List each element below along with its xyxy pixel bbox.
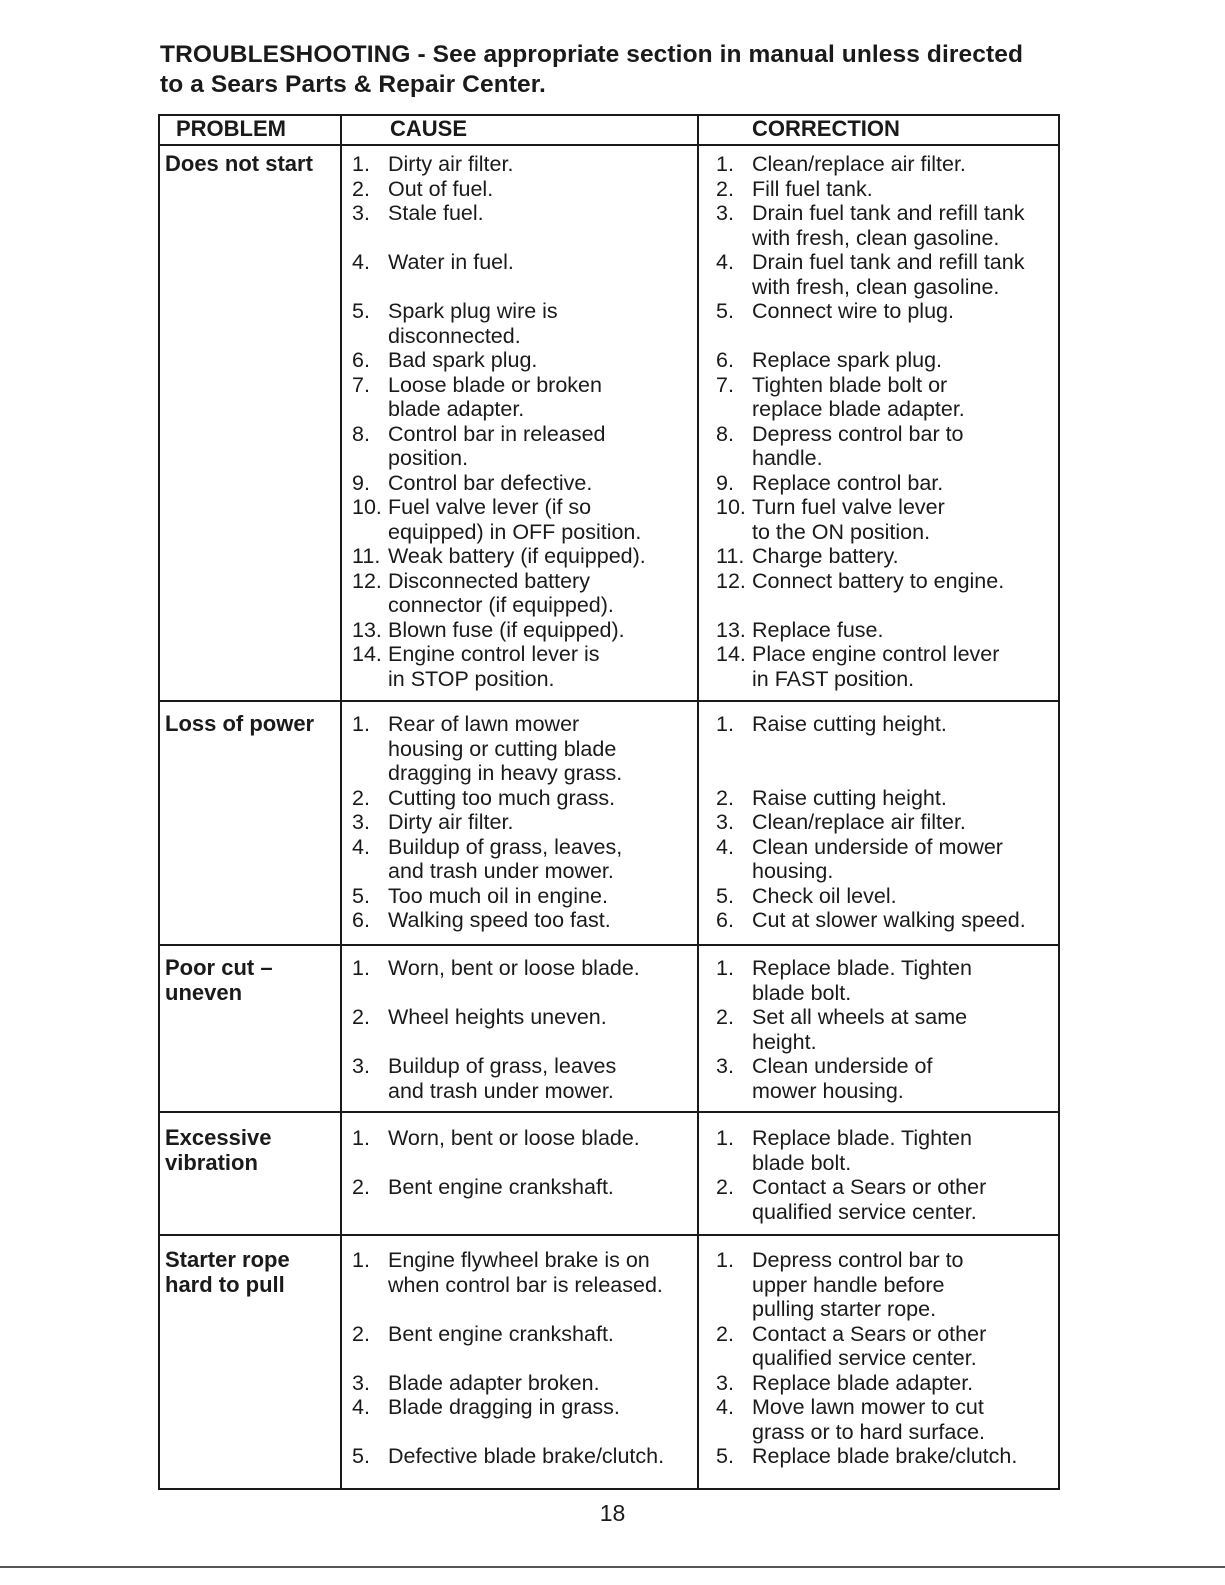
cause-item <box>352 299 728 348</box>
item-text: Dirty air filter. <box>388 810 514 834</box>
item-text: Stale fuel. <box>388 201 484 225</box>
cause-item <box>352 810 728 835</box>
item-text: Clean/replace air filter. <box>752 810 966 834</box>
correction-item <box>716 1371 1092 1396</box>
cause-item <box>352 1005 728 1030</box>
item-text: Control bar defective. <box>388 470 593 495</box>
cause-item <box>352 250 728 275</box>
cause-item <box>352 1395 728 1420</box>
item-number: 6. <box>716 348 734 372</box>
item-text: Replace control bar. <box>752 470 944 495</box>
item-text: Control bar in released position. <box>388 421 606 470</box>
correction-item <box>716 1005 1092 1054</box>
correction-item <box>716 618 1092 643</box>
column-divider <box>340 114 342 1490</box>
correction-item <box>716 152 1092 177</box>
item-number: 14. <box>352 642 382 666</box>
cause-item <box>352 884 728 909</box>
item-number: 1. <box>716 712 734 736</box>
correction-item <box>716 810 1092 835</box>
item-text: Cutting too much grass. <box>388 785 616 810</box>
item-text: Blade adapter broken. <box>388 1370 600 1395</box>
cause-item <box>352 422 728 471</box>
item-number: 2. <box>352 176 370 201</box>
correction-item <box>716 177 1092 202</box>
item-text: Charge battery. <box>752 544 899 568</box>
item-number: 4. <box>352 250 370 274</box>
cause-item <box>352 495 728 544</box>
item-text: Engine flywheel brake is on when control bar is released. <box>388 1248 663 1297</box>
item-text: Raise cutting height. <box>752 785 947 810</box>
item-number: 1. <box>352 712 370 736</box>
item-text: Replace fuse. <box>752 617 884 642</box>
cause-item <box>352 373 728 422</box>
cause-item <box>352 835 728 884</box>
header-cause: CAUSE <box>390 116 468 141</box>
cause-item <box>352 201 728 226</box>
item-text: Bent engine crankshaft. <box>388 1175 614 1199</box>
item-number: 7. <box>716 372 734 397</box>
item-number: 9. <box>352 470 370 495</box>
item-text: Drain fuel tank and refill tank with fresh, clean gasoline. <box>752 250 1025 299</box>
correction-item <box>716 495 1092 544</box>
item-number: 3. <box>716 1054 734 1078</box>
item-number: 1. <box>716 1126 734 1150</box>
item-number: 2. <box>716 1005 734 1029</box>
correction-item <box>716 1395 1092 1444</box>
correction-item <box>716 1054 1092 1103</box>
cause-item <box>352 1322 728 1347</box>
item-number: 12. <box>716 568 746 593</box>
page-number: 18 <box>599 1500 626 1526</box>
item-text: Clean underside of mower housing. <box>752 834 1003 883</box>
correction-item <box>716 1175 1092 1224</box>
item-number: 2. <box>352 1175 370 1199</box>
item-number: 11. <box>352 544 381 568</box>
item-text: Tighten blade bolt or replace blade adapter. <box>752 372 965 421</box>
item-number: 8. <box>716 421 734 446</box>
item-number: 7. <box>352 372 370 397</box>
cause-item <box>352 908 728 933</box>
item-text: Spark plug wire is disconnected. <box>388 299 558 348</box>
item-text: Replace blade brake/clutch. <box>752 1444 1018 1468</box>
row-divider <box>158 700 1060 702</box>
correction-item <box>716 835 1092 884</box>
item-text: Drain fuel tank and refill tank with fresh, clean gasoline. <box>752 201 1025 250</box>
cause-item <box>352 177 728 202</box>
item-number: 8. <box>352 421 370 446</box>
problem-cell: Excessive vibration <box>165 1125 272 1175</box>
item-text: Buildup of grass, leaves, and trash under mower. <box>388 834 623 883</box>
correction-item <box>716 373 1092 422</box>
item-number: 3. <box>352 1370 370 1395</box>
cause-item <box>352 1175 728 1200</box>
cause-item <box>352 1444 728 1469</box>
item-number: 5. <box>352 1444 370 1468</box>
item-text: Wheel heights uneven. <box>388 1005 607 1029</box>
item-text: Replace blade adapter. <box>752 1370 974 1395</box>
item-text: Fill fuel tank. <box>752 176 873 201</box>
cause-item <box>352 956 728 981</box>
problem-cell: Loss of power <box>165 711 315 736</box>
heading-line-2: to a Sears Parts & Repair Center. <box>160 71 546 98</box>
cause-item <box>352 1248 728 1297</box>
item-text: Connect wire to plug. <box>752 299 954 323</box>
cause-item <box>352 544 728 569</box>
item-text: Replace spark plug. <box>752 348 943 372</box>
item-number: 5. <box>716 883 734 908</box>
page-heading <box>160 40 1080 100</box>
correction-item <box>716 471 1092 496</box>
item-number: 4. <box>716 834 734 859</box>
item-text: Too much oil in engine. <box>388 883 608 908</box>
problem-cell: Starter rope hard to pull <box>165 1247 290 1297</box>
item-text: Water in fuel. <box>388 250 514 274</box>
correction-item <box>716 422 1092 471</box>
item-text: Blown fuse (if equipped). <box>388 617 625 642</box>
item-number: 2. <box>352 1005 370 1029</box>
item-number: 2. <box>716 1175 734 1199</box>
header-correction: CORRECTION <box>752 116 900 141</box>
cause-item <box>352 1054 728 1103</box>
item-text: Clean underside of mower housing. <box>752 1054 933 1103</box>
correction-item <box>716 348 1092 373</box>
item-number: 9. <box>716 470 734 495</box>
correction-item <box>716 569 1092 594</box>
item-text: Contact a Sears or other qualified service center. <box>752 1175 987 1224</box>
item-text: Bad spark plug. <box>388 348 538 372</box>
cause-item <box>352 712 728 786</box>
item-text: Walking speed too fast. <box>388 908 611 932</box>
item-text: Turn fuel valve lever to the ON position. <box>752 495 945 544</box>
row-divider <box>158 1234 1060 1236</box>
item-number: 12. <box>352 568 382 593</box>
item-text: Buildup of grass, leaves and trash under mower. <box>388 1054 617 1103</box>
item-text: Blade dragging in grass. <box>388 1395 620 1419</box>
item-text: Out of fuel. <box>388 176 494 201</box>
item-text: Fuel valve lever (if so equipped) in OFF position. <box>388 495 642 544</box>
item-number: 11. <box>716 544 745 568</box>
item-text: Place engine control lever in FAST position. <box>752 642 1000 691</box>
correction-item <box>716 1444 1092 1469</box>
item-number: 1. <box>716 1248 734 1272</box>
correction-item <box>716 642 1092 691</box>
item-number: 13. <box>352 617 382 642</box>
correction-item <box>716 1322 1092 1371</box>
cause-item <box>352 1371 728 1396</box>
item-number: 2. <box>352 1321 370 1346</box>
item-text: Cut at slower walking speed. <box>752 908 1026 932</box>
item-text: Defective blade brake/clutch. <box>388 1444 665 1468</box>
item-text: Disconnected battery connector (if equipped). <box>388 568 614 617</box>
correction-item <box>716 1126 1092 1175</box>
row-divider <box>158 944 1060 946</box>
item-number: 14. <box>716 642 746 666</box>
item-number: 4. <box>352 1395 370 1419</box>
correction-item <box>716 786 1092 811</box>
item-number: 5. <box>352 883 370 908</box>
bottom-rule <box>0 1566 1225 1568</box>
item-text: Dirty air filter. <box>388 152 514 176</box>
item-number: 3. <box>716 810 734 834</box>
item-text: Contact a Sears or other qualified service center. <box>752 1321 987 1370</box>
item-text: Check oil level. <box>752 883 897 908</box>
item-number: 4. <box>352 834 370 859</box>
problem-cell: Poor cut – uneven <box>165 955 273 1005</box>
correction-item <box>716 956 1092 1005</box>
item-number: 1. <box>716 152 734 176</box>
item-text: Rear of lawn mower housing or cutting blade dragging in heavy grass. <box>388 712 623 785</box>
item-text: Clean/replace air filter. <box>752 152 966 176</box>
item-number: 1. <box>716 956 734 980</box>
item-number: 1. <box>352 956 370 980</box>
correction-item <box>716 544 1092 569</box>
item-text: Engine control lever is in STOP position. <box>388 642 600 691</box>
item-number: 3. <box>352 1054 370 1078</box>
item-number: 1. <box>352 1126 370 1150</box>
cause-item <box>352 471 728 496</box>
cause-item <box>352 642 728 691</box>
correction-item <box>716 201 1092 250</box>
item-number: 4. <box>716 1395 734 1419</box>
item-text: Bent engine crankshaft. <box>388 1321 614 1346</box>
item-text: Raise cutting height. <box>752 712 947 736</box>
row-divider <box>158 1111 1060 1113</box>
correction-item <box>716 884 1092 909</box>
cause-item <box>352 348 728 373</box>
item-number: 3. <box>716 201 734 225</box>
item-text: Set all wheels at same height. <box>752 1005 968 1054</box>
item-number: 6. <box>352 348 370 372</box>
item-number: 2. <box>716 785 734 810</box>
correction-item <box>716 908 1092 933</box>
correction-item <box>716 1248 1092 1322</box>
item-number: 3. <box>716 1370 734 1395</box>
item-number: 10. <box>716 495 746 519</box>
item-text: Loose blade or broken blade adapter. <box>388 372 602 421</box>
correction-item <box>716 712 1092 737</box>
item-number: 5. <box>716 299 734 323</box>
item-text: Replace blade. Tighten blade bolt. <box>752 956 972 1005</box>
item-number: 1. <box>352 1248 370 1272</box>
item-number: 3. <box>352 810 370 834</box>
item-number: 4. <box>716 250 734 274</box>
item-text: Depress control bar to upper handle before pulling starter rope. <box>752 1248 964 1321</box>
item-number: 5. <box>352 299 370 323</box>
item-text: Worn, bent or loose blade. <box>388 1126 640 1150</box>
item-number: 13. <box>716 617 746 642</box>
header-rule <box>158 144 1060 146</box>
cause-item <box>352 569 728 618</box>
item-text: Move lawn mower to cut grass or to hard surface. <box>752 1395 986 1444</box>
correction-item <box>716 299 1092 324</box>
item-number: 2. <box>716 1321 734 1346</box>
cause-item <box>352 1126 728 1151</box>
item-number: 3. <box>352 201 370 225</box>
item-number: 6. <box>716 908 734 932</box>
item-number: 5. <box>716 1444 734 1468</box>
item-number: 1. <box>352 152 370 176</box>
problem-cell: Does not start <box>165 151 313 176</box>
item-number: 2. <box>716 176 734 201</box>
cause-item <box>352 786 728 811</box>
cause-item <box>352 618 728 643</box>
item-number: 10. <box>352 495 382 519</box>
item-text: Worn, bent or loose blade. <box>388 956 640 980</box>
item-number: 2. <box>352 785 370 810</box>
cause-item <box>352 152 728 177</box>
item-text: Connect battery to engine. <box>752 568 1005 593</box>
header-problem: PROBLEM <box>176 116 286 141</box>
correction-item <box>716 250 1092 299</box>
item-text: Replace blade. Tighten blade bolt. <box>752 1126 972 1175</box>
heading-line-1: TROUBLESHOOTING - See appropriate section in manual unless directed <box>160 41 1024 68</box>
item-number: 6. <box>352 908 370 932</box>
item-text: Weak battery (if equipped). <box>388 544 646 568</box>
item-text: Depress control bar to handle. <box>752 421 964 470</box>
